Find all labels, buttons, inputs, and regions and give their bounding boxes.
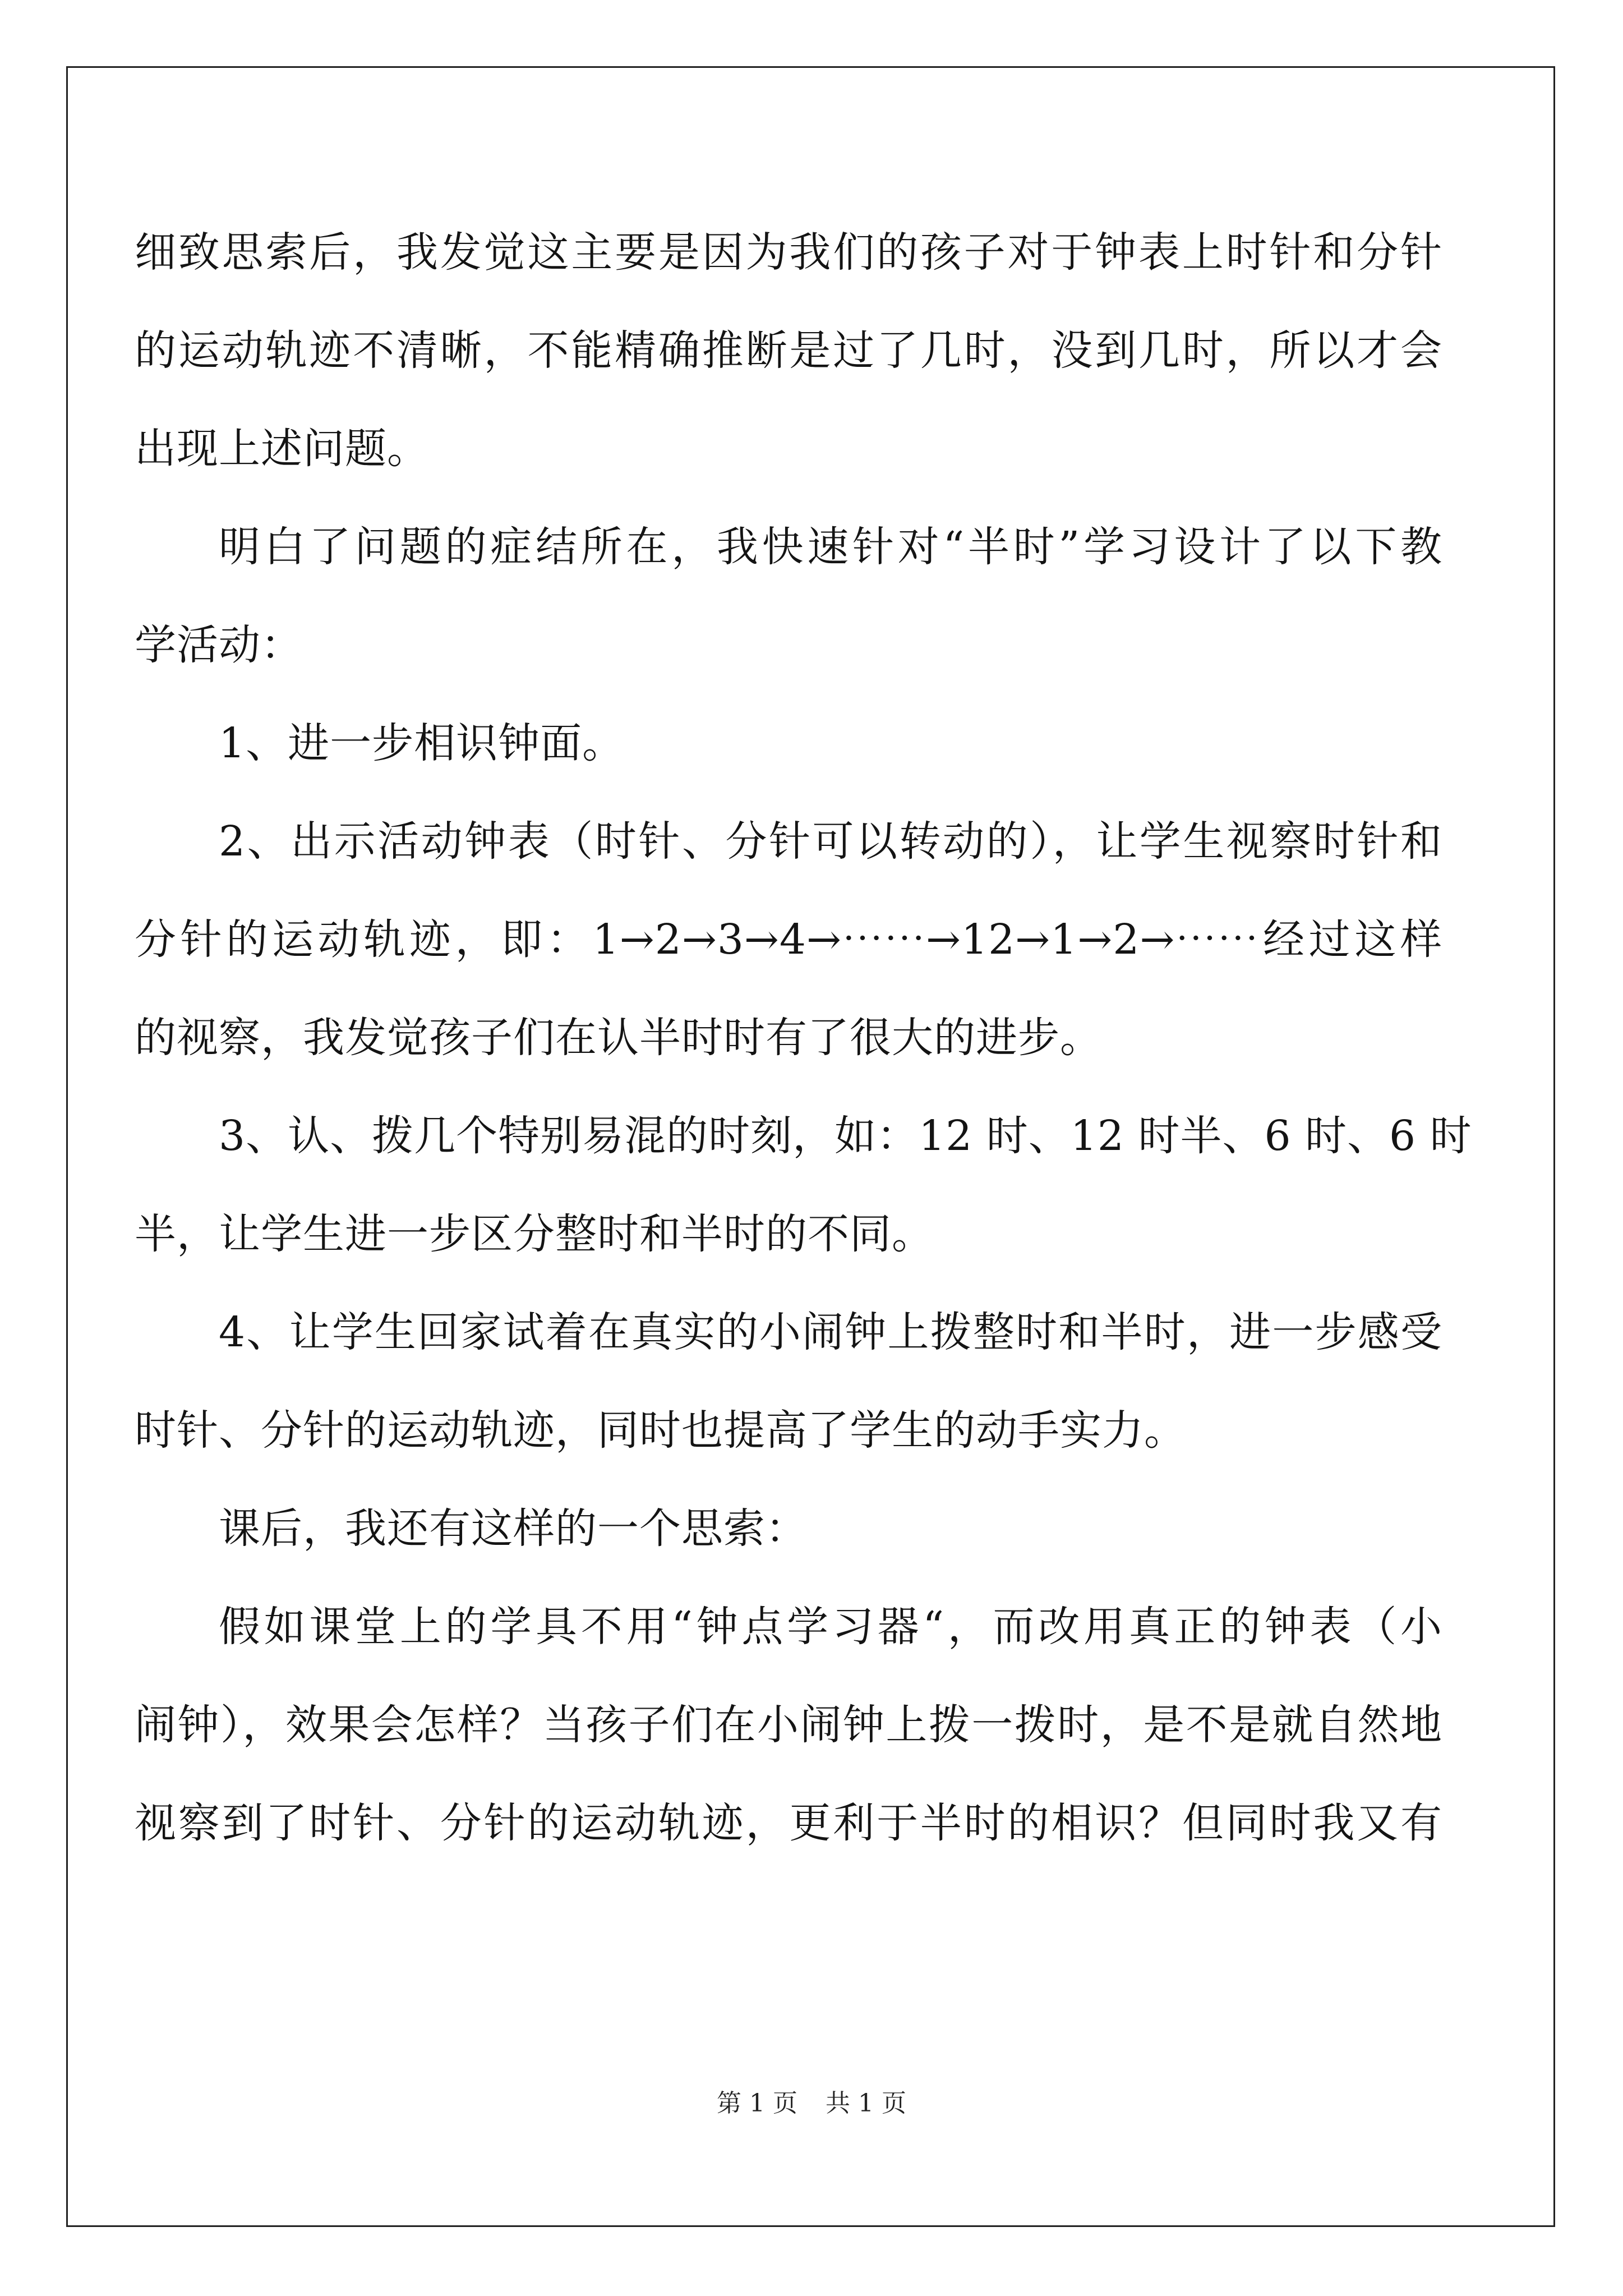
text-line: 半，让学生进一步区分整时和半时的不同。 bbox=[135, 1210, 934, 1258]
page-total: 共 1 页 bbox=[826, 2089, 906, 2118]
page-number: 第 1 页 bbox=[717, 2089, 797, 2118]
paragraph-start: 假如课堂上的学具不用“钟点学习器“，而改用真正的钟表（小 bbox=[219, 1603, 1442, 1651]
list-item: 1、进一步相识钟面。 bbox=[219, 719, 625, 767]
page-footer bbox=[0, 2087, 1623, 2120]
text-line: 分针的运动轨迹，即：1→2→3→4→⋯⋯→12→1→2→⋯⋯经过这样 bbox=[135, 915, 1442, 964]
text-line: 细致思索后，我发觉这主要是因为我们的孩子对于钟表上时针和分针 bbox=[135, 228, 1442, 277]
text-line: 的运动轨迹不清晰，不能精确推断是过了几时，没到几时，所以才会 bbox=[135, 326, 1442, 375]
paragraph-start: 课后，我还有这样的一个思索： bbox=[219, 1504, 808, 1553]
text-line: 闹钟），效果会怎样？当孩子们在小闹钟上拨一拨时，是不是就自然地 bbox=[135, 1701, 1442, 1749]
list-item: 3、认、拨几个特别易混的时刻，如：12 时、12 时半、6 时、6 时 bbox=[219, 1112, 1472, 1160]
list-item: 4、让学生回家试着在真实的小闹钟上拨整时和半时，进一步感受 bbox=[219, 1308, 1442, 1356]
text-line: 时针、分针的运动轨迹，同时也提高了学生的动手实力。 bbox=[135, 1406, 1186, 1455]
text-line: 的视察，我发觉孩子们在认半时时有了很大的进步。 bbox=[135, 1014, 1102, 1062]
text-line: 出现上述问题。 bbox=[135, 425, 429, 473]
list-item: 2、出示活动钟表（时针、分针可以转动的），让学生视察时针和 bbox=[219, 817, 1442, 866]
text-line: 视察到了时针、分针的运动轨迹，更利于半时的相识？但同时我又有 bbox=[135, 1799, 1442, 1847]
paragraph-start: 明白了问题的症结所在，我快速针对“半时”学习设计了以下教 bbox=[219, 523, 1442, 571]
text-line: 学活动： bbox=[135, 621, 303, 669]
